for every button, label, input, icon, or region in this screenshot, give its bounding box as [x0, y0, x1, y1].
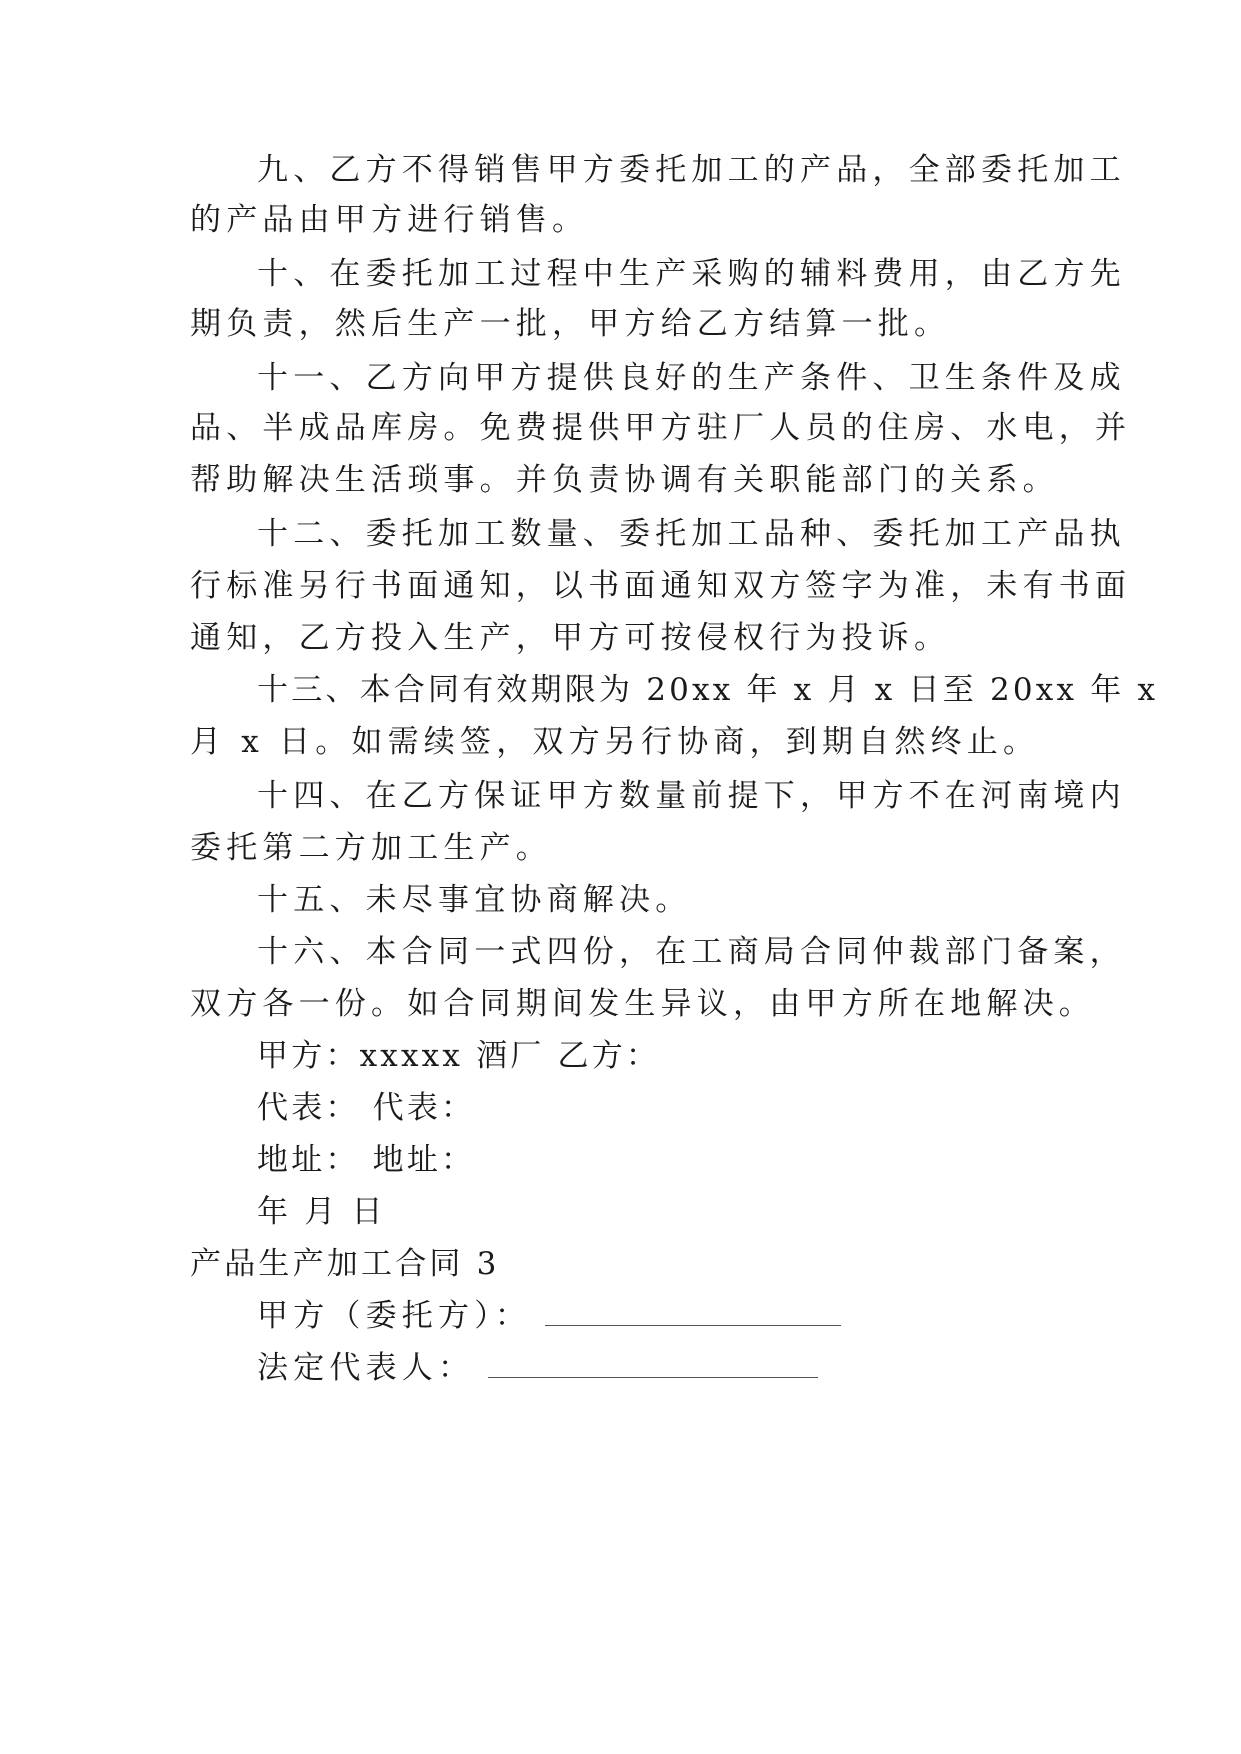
- clause-11-line-3: 帮助解决生活琐事。并负责协调有关职能部门的关系。: [190, 462, 1059, 498]
- signature-addresses: 地址： 地址：: [257, 1142, 476, 1178]
- party-a-label: 甲方（委托方）：: [257, 1298, 532, 1334]
- clause-10-line-2: 期负责，然后生产一批，甲方给乙方结算一批。: [190, 306, 951, 342]
- legal-representative-blank-line: [488, 1351, 818, 1378]
- clause-14-line-2: 委托第二方加工生产。: [190, 830, 552, 866]
- clause-14-line-1: 十四、在乙方保证甲方数量前提下，甲方不在河南境内: [257, 778, 1126, 814]
- section-title: 产品生产加工合同 3: [190, 1246, 500, 1282]
- legal-representative-label: 法定代表人：: [257, 1350, 475, 1386]
- clause-12-line-1: 十二、委托加工数量、委托加工品种、委托加工产品执: [257, 516, 1126, 552]
- signature-parties: 甲方：xxxxx 酒厂 乙方：: [257, 1038, 661, 1074]
- clause-16-line-1: 十六、本合同一式四份，在工商局合同仲裁部门备案，: [257, 934, 1126, 970]
- clause-12-line-2: 行标准另行书面通知，以书面通知双方签字为准，未有书面: [190, 568, 1132, 604]
- party-a-row: [257, 1296, 841, 1336]
- clause-15-line-1: 十五、未尽事宜协商解决。: [257, 882, 692, 918]
- clause-9-line-1: 九、乙方不得销售甲方委托加工的产品，全部委托加工: [257, 152, 1126, 188]
- signature-representatives: 代表： 代表：: [257, 1090, 476, 1126]
- clause-16-line-2: 双方各一份。如合同期间发生异议，由甲方所在地解决。: [190, 986, 1095, 1022]
- clause-9-line-2: 的产品由甲方进行销售。: [190, 202, 589, 238]
- clause-13-line-2: 月 x 日。如需续签，双方另行协商，到期自然终止。: [190, 724, 1040, 760]
- party-a-blank-line: [545, 1299, 841, 1326]
- clause-12-line-3: 通知，乙方投入生产，甲方可按侵权行为投诉。: [190, 620, 951, 656]
- clause-13-line-1: 十三、本合同有效期限为 20xx 年 x 月 x 日至 20xx 年 x: [257, 672, 1159, 708]
- signature-date: 年 月 日: [257, 1194, 386, 1230]
- clause-11-line-2: 品、半成品库房。免费提供甲方驻厂人员的住房、水电，并: [190, 410, 1132, 446]
- clause-10-line-1: 十、在委托加工过程中生产采购的辅料费用，由乙方先: [257, 256, 1126, 292]
- legal-representative-row: [257, 1348, 818, 1388]
- clause-11-line-1: 十一、乙方向甲方提供良好的生产条件、卫生条件及成: [257, 360, 1126, 396]
